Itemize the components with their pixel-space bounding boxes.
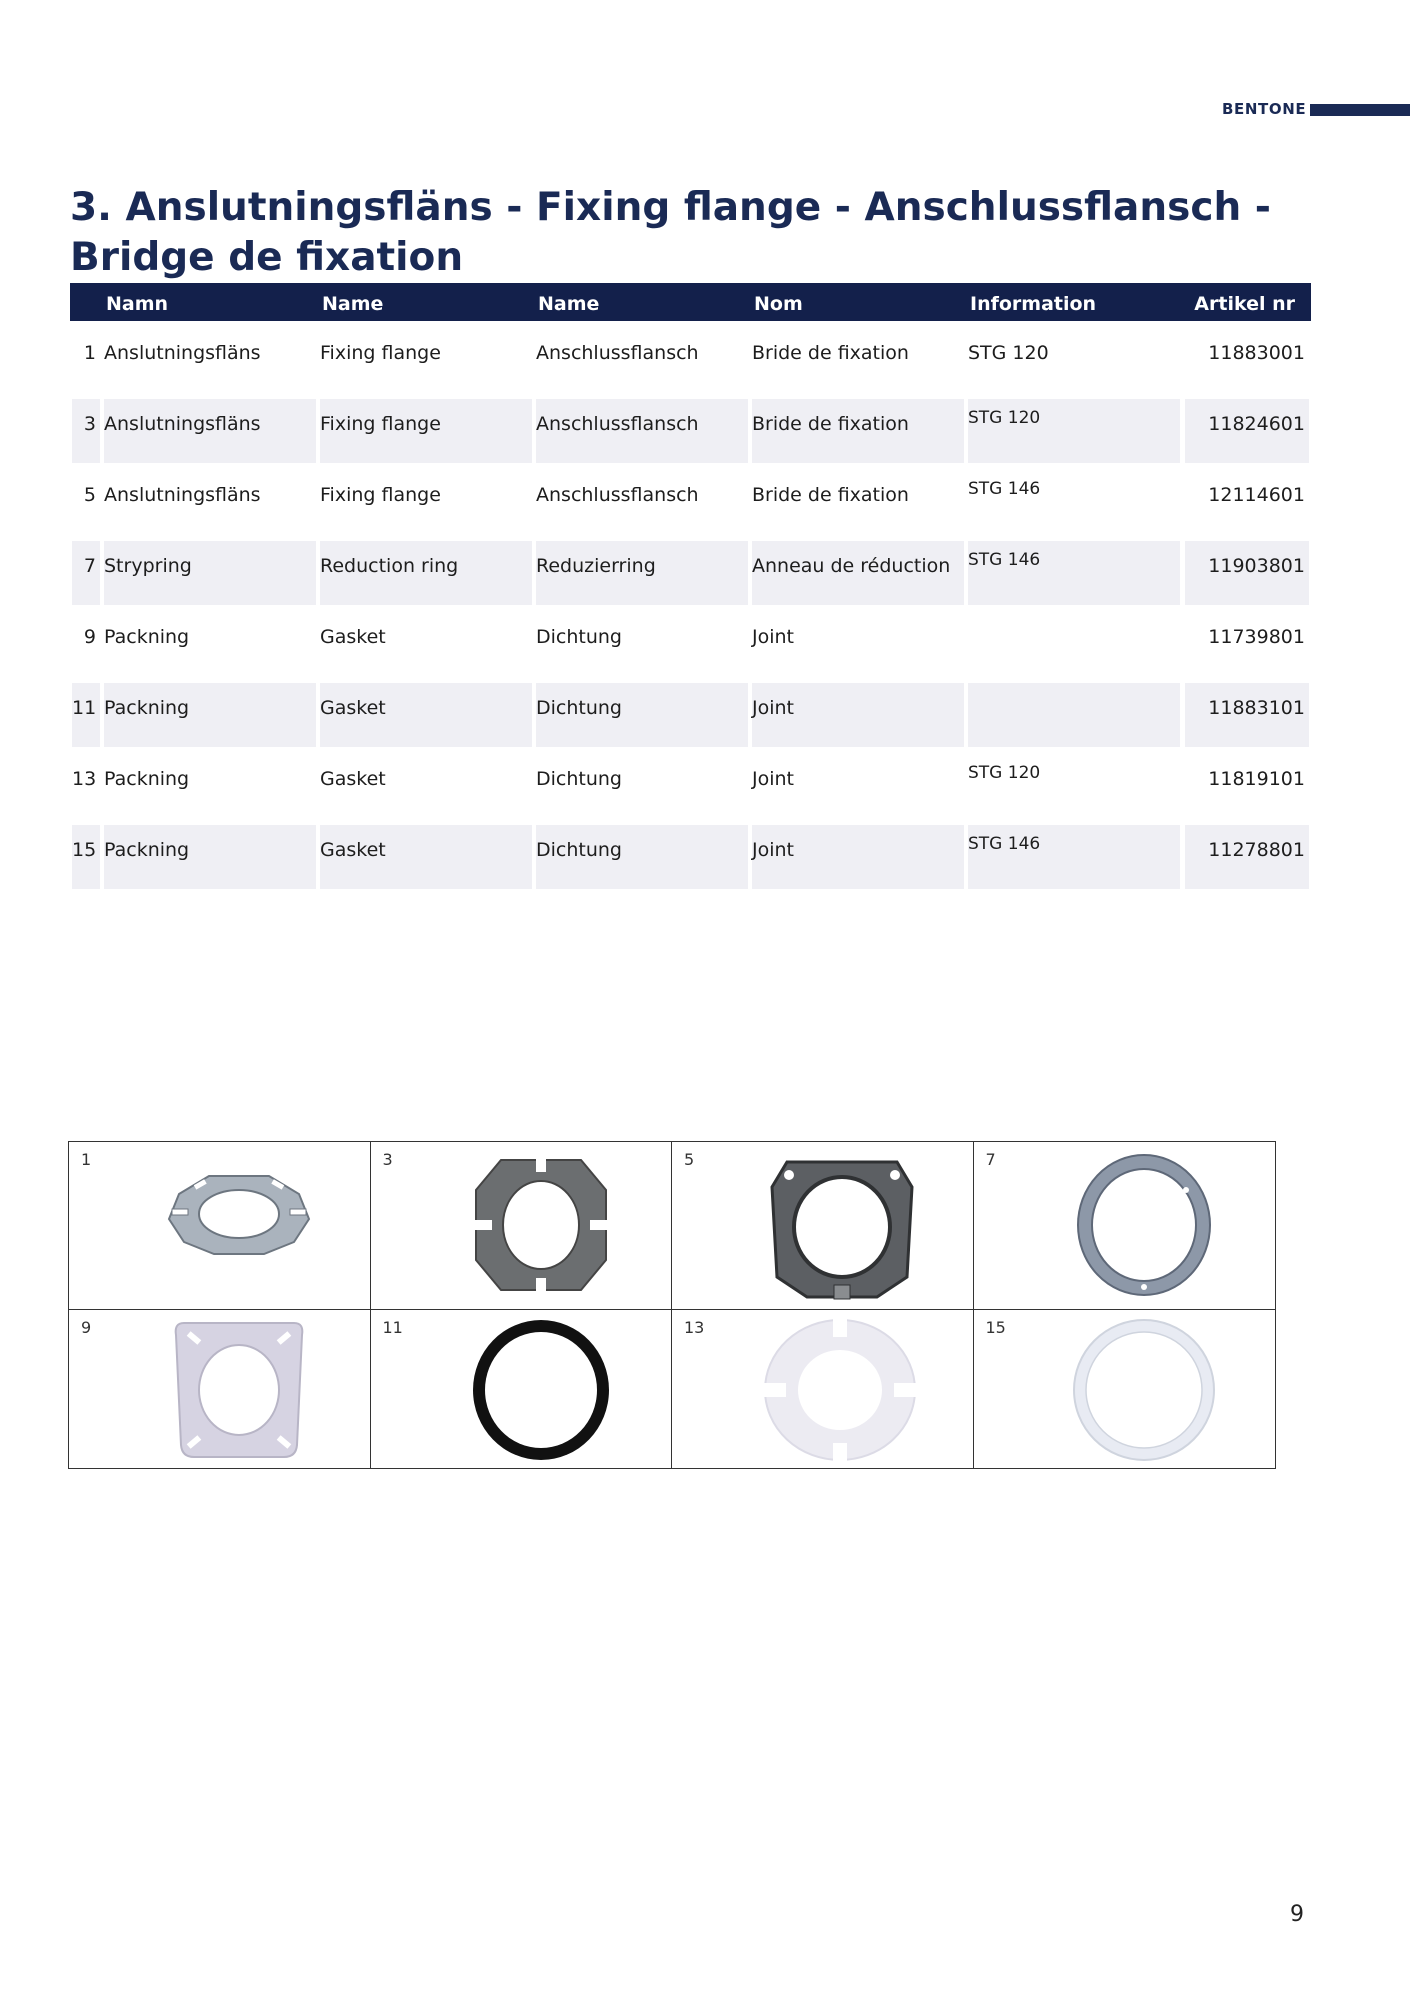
cell-de: Dichtung	[536, 768, 622, 790]
cell-art: 11883001	[1208, 342, 1305, 364]
image-label: 5	[684, 1150, 695, 1169]
image-cell	[69, 1142, 371, 1310]
cell-en: Gasket	[320, 768, 386, 790]
cell-art: 11883101	[1185, 683, 1309, 747]
table-header	[70, 283, 1311, 321]
cell-de: Dichtung	[536, 626, 622, 648]
table-row	[70, 825, 1311, 896]
cell-en: Gasket	[320, 626, 386, 648]
cell-en: Fixing flange	[320, 342, 441, 364]
page-title: 3. Anslutningsfläns - Fixing flange - Anschlussflansch - Bridge de fixation	[70, 185, 1271, 280]
cell-num: 3	[72, 399, 100, 463]
page-number: 9	[1290, 1902, 1304, 1927]
cell-info: STG 120	[968, 342, 1049, 364]
parts-image-grid	[68, 1141, 1276, 1469]
cell-num: 15	[72, 825, 100, 889]
image-label: 3	[382, 1150, 393, 1169]
cell-fr: Joint	[752, 768, 794, 790]
cell-art: 12114601	[1208, 484, 1305, 506]
cell-sv: Anslutningsfläns	[104, 342, 261, 364]
header-information: Information	[970, 293, 1097, 315]
cell-art: 11819101	[1208, 768, 1305, 790]
table-row	[70, 399, 1311, 470]
header-artikel-nr: Artikel nr	[1194, 293, 1295, 315]
image-cell	[974, 1142, 1276, 1310]
cell-sv: Packning	[104, 768, 190, 790]
cell-info	[968, 683, 1180, 747]
cell-sv: Packning	[104, 683, 316, 747]
cell-num: 11	[72, 683, 100, 747]
cell-info: STG 120	[968, 399, 1180, 463]
parts-table	[70, 283, 1311, 896]
cell-sv: Packning	[104, 626, 190, 648]
table-row	[70, 541, 1311, 612]
brand-name: BENTONE	[1222, 100, 1307, 118]
cell-sv: Strypring	[104, 541, 316, 605]
image-label: 15	[985, 1318, 1006, 1337]
table-row	[70, 683, 1311, 754]
cell-info	[968, 612, 1180, 676]
image-cell	[371, 1142, 673, 1310]
cell-num: 9	[83, 626, 96, 648]
cell-art: 11824601	[1185, 399, 1309, 463]
image-label: 1	[81, 1150, 92, 1169]
cell-art: 11278801	[1185, 825, 1309, 889]
cell-info: STG 120	[968, 763, 1041, 783]
cell-fr: Bride de fixation	[752, 484, 909, 506]
header-name-en: Name	[322, 293, 384, 315]
header-name-de: Name	[538, 293, 600, 315]
table-row	[70, 328, 1311, 399]
cell-de: Dichtung	[536, 683, 748, 747]
cell-num: 13	[72, 768, 97, 790]
cell-fr: Joint	[752, 825, 964, 889]
cell-info: STG 146	[968, 825, 1180, 889]
image-cell	[974, 1310, 1276, 1468]
cell-de: Anschlussflansch	[536, 399, 748, 463]
header-nom: Nom	[754, 293, 803, 315]
header-namn: Namn	[106, 293, 169, 315]
cell-sv: Packning	[104, 825, 316, 889]
cell-num: 1	[83, 342, 96, 364]
table-row	[70, 754, 1311, 825]
cell-en: Gasket	[320, 825, 532, 889]
image-cell	[672, 1310, 974, 1468]
cell-fr: Bride de fixation	[752, 399, 964, 463]
cell-de: Dichtung	[536, 825, 748, 889]
cell-fr: Anneau de réduction	[752, 541, 964, 605]
cell-num: 5	[83, 484, 96, 506]
cell-art: 11739801	[1208, 626, 1305, 648]
image-label: 11	[382, 1318, 403, 1337]
brand-bar	[1310, 104, 1410, 116]
cell-fr: Joint	[752, 683, 964, 747]
image-cell	[371, 1310, 673, 1468]
cell-en: Reduction ring	[320, 541, 532, 605]
cell-de: Anschlussflansch	[536, 342, 699, 364]
cell-en: Fixing flange	[320, 484, 441, 506]
cell-en: Gasket	[320, 683, 532, 747]
cell-de: Reduzierring	[536, 541, 748, 605]
table-row	[70, 612, 1311, 683]
image-label: 9	[81, 1318, 92, 1337]
image-label: 7	[985, 1150, 996, 1169]
image-cell	[672, 1142, 974, 1310]
cell-info: STG 146	[968, 541, 1180, 605]
image-label: 13	[684, 1318, 705, 1337]
cell-en: Fixing flange	[320, 399, 532, 463]
table-body	[70, 328, 1311, 896]
cell-fr: Bride de fixation	[752, 342, 909, 364]
cell-de: Anschlussflansch	[536, 484, 699, 506]
cell-art: 11903801	[1185, 541, 1309, 605]
cell-fr: Joint	[752, 626, 794, 648]
cell-sv: Anslutningsfläns	[104, 484, 261, 506]
cell-sv: Anslutningsfläns	[104, 399, 316, 463]
table-row	[70, 470, 1311, 541]
cell-num: 7	[72, 541, 100, 605]
cell-info: STG 146	[968, 479, 1041, 499]
image-cell	[69, 1310, 371, 1468]
